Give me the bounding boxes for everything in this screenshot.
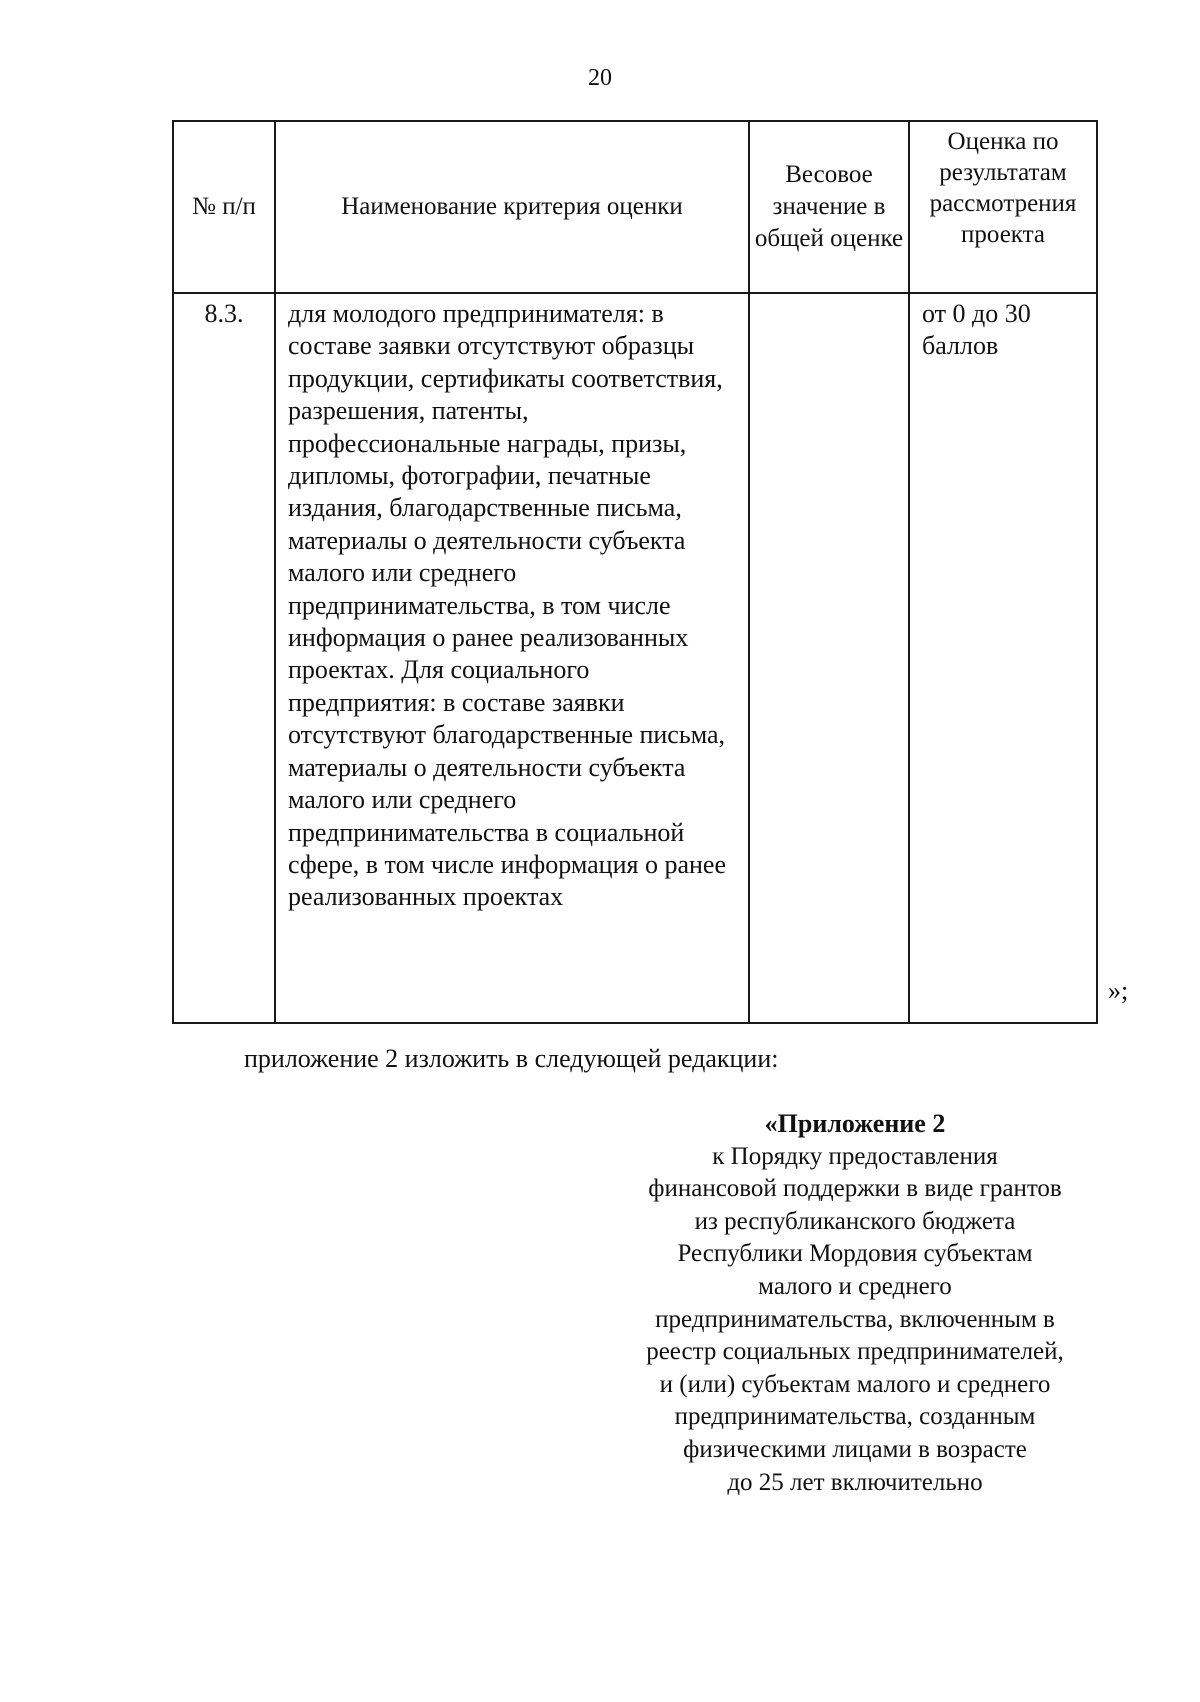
- header-num: № п/п: [173, 121, 275, 293]
- table-header-row: [173, 121, 1097, 293]
- row-score: от 0 до 30 баллов: [909, 293, 1097, 1023]
- row-criterion-text: для молодого предпринимателя: в составе заявки отсутствуют образцы продукции, сертификаты соответствия, разрешения, патенты, профессиональные награды, призы, дипломы, фотографии, печатные издания, благодарственные письма, материалы о деятельности субъекта малого или среднего предпринимательства, в том числе информация о ранее реализованных проектах. Для социального предприятия: в составе заявки отсутствуют благодарственные письма, материалы о деятельности субъекта малого или среднего предпринимательства в социальной сфере, в том числе информация о ранее реализованных проектах: [275, 293, 749, 1023]
- row-num: 8.3.: [173, 293, 275, 1023]
- criteria-table: [172, 120, 1098, 1024]
- appendix-line: реестр социальных предпринимателей,: [646, 1338, 1064, 1366]
- table-closing-quote: »;: [1108, 976, 1129, 1005]
- appendix-line: малого и среднего: [758, 1272, 952, 1300]
- appendix-line: до 25 лет включительно: [727, 1468, 983, 1496]
- appendix-line: из республиканского бюджета: [694, 1207, 1016, 1235]
- appendix-line: предпринимательства, включенным в: [655, 1305, 1055, 1333]
- row-weight: [749, 293, 909, 1023]
- appendix-heading-block: [600, 1108, 1110, 1499]
- appendix-line: предпринимательства, созданным: [674, 1403, 1036, 1431]
- appendix-line: и (или) субъектам малого и среднего: [659, 1370, 1051, 1398]
- page-number: 20: [588, 65, 612, 91]
- table-row: [173, 293, 1097, 1023]
- instruction-text: приложение 2 изложить в следующей редакции:: [244, 1044, 779, 1073]
- header-score-text: Оценка по результатам рассмотрения проекта: [929, 128, 1077, 248]
- header-criterion-name: Наименование критерия оценки: [275, 121, 749, 293]
- appendix-title: «Приложение 2: [764, 1109, 946, 1138]
- header-score: [909, 121, 1097, 293]
- appendix-line: к Порядку предоставления: [712, 1142, 998, 1170]
- appendix-line: физическими лицами в возрасте: [683, 1435, 1027, 1463]
- header-weight: Весовое значение в общей оценке: [749, 121, 909, 293]
- appendix-line: Республики Мордовия субъектам: [677, 1240, 1033, 1268]
- appendix-line: финансовой поддержки в виде грантов: [648, 1175, 1062, 1203]
